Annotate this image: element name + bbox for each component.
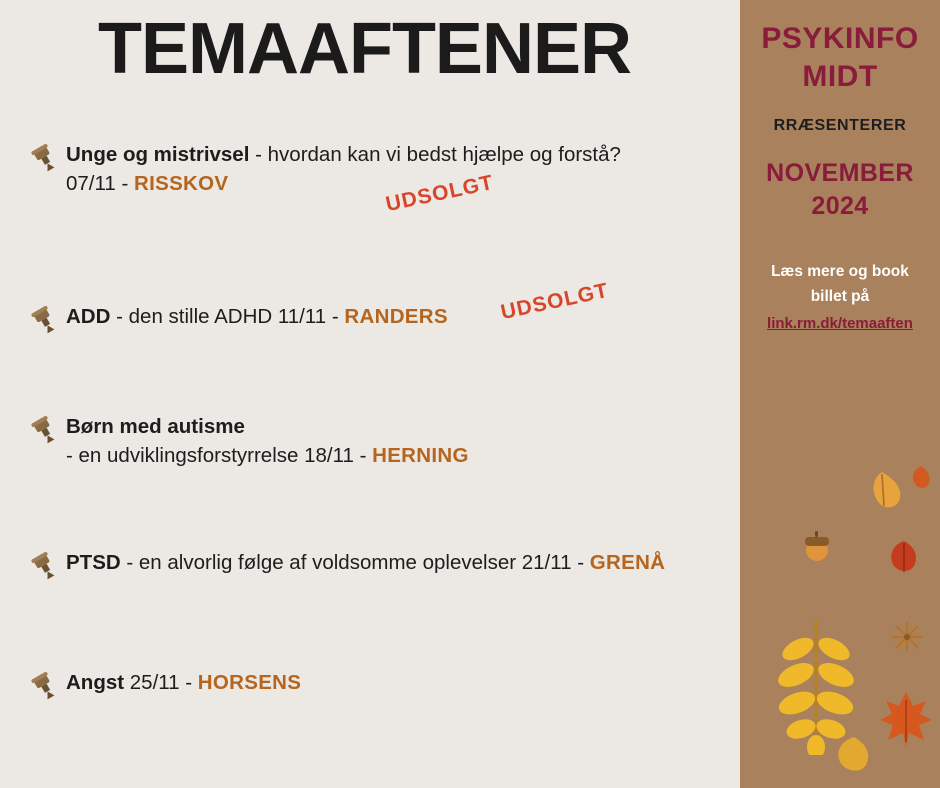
pushpin-icon bbox=[28, 306, 62, 336]
list-item bbox=[0, 668, 740, 708]
pushpin-icon bbox=[28, 552, 62, 582]
event-text bbox=[62, 140, 666, 198]
event-text bbox=[62, 668, 301, 697]
booking-link[interactable]: link.rm.dk/temaaften bbox=[767, 314, 913, 332]
sidebar bbox=[740, 0, 940, 788]
status-badge: UDSOLGT bbox=[498, 278, 611, 325]
event-description: - den stille ADHD 11/11 - bbox=[110, 305, 345, 329]
event-description: 25/11 - bbox=[124, 671, 198, 695]
presents-label: RRÆSENTERER bbox=[773, 117, 907, 134]
event-city: RANDERS bbox=[344, 305, 448, 329]
event-description: - hvordan kan vi bedst hjælpe og forstå? 07/11 - bbox=[66, 143, 621, 196]
status-badge: UDSOLGT bbox=[383, 170, 496, 217]
pushpin-icon bbox=[28, 144, 62, 174]
event-description: - en alvorlig følge af voldsomme oplevelser 21/11 - bbox=[120, 551, 590, 575]
starburst-leaf-icon bbox=[890, 620, 924, 659]
event-text bbox=[62, 302, 448, 331]
event-title: PTSD bbox=[66, 551, 121, 575]
event-city: RISSKOV bbox=[134, 172, 229, 196]
booking-info bbox=[740, 260, 940, 336]
leaf-icon bbox=[888, 540, 920, 579]
event-description: - en udviklingsforstyrrelse 18/11 - bbox=[66, 444, 373, 468]
brand-line-2: MIDT bbox=[802, 59, 878, 93]
brand-line-1: PSYKINFO bbox=[761, 22, 919, 55]
month-year bbox=[740, 157, 940, 222]
event-list bbox=[0, 140, 740, 708]
event-city: GRENÅ bbox=[589, 551, 666, 575]
year-label: 2024 bbox=[811, 191, 869, 220]
event-text bbox=[62, 412, 469, 470]
pushpin-icon bbox=[28, 672, 62, 702]
brand-name bbox=[740, 20, 940, 95]
leaf-icon bbox=[834, 735, 874, 780]
list-item bbox=[0, 548, 740, 588]
booking-line-2: billet på bbox=[810, 287, 870, 305]
booking-line-1: Læs mere og book bbox=[771, 263, 909, 280]
month-label: NOVEMBER bbox=[766, 159, 914, 187]
event-title: Angst bbox=[66, 671, 125, 695]
pushpin-icon bbox=[28, 416, 62, 446]
leaf-icon bbox=[908, 465, 934, 496]
list-item bbox=[0, 412, 740, 470]
compound-leaf-icon bbox=[770, 615, 862, 760]
event-city: HERNING bbox=[372, 444, 469, 468]
list-item bbox=[0, 302, 740, 342]
leaf-icon bbox=[858, 470, 906, 517]
event-text bbox=[62, 548, 665, 577]
list-item bbox=[0, 140, 740, 198]
event-city: HORSENS bbox=[197, 671, 302, 695]
maple-leaf-icon bbox=[878, 690, 934, 753]
event-title: Børn med autisme bbox=[66, 415, 245, 439]
acorn-icon bbox=[802, 530, 832, 567]
event-title: ADD bbox=[66, 305, 111, 329]
event-title: Unge og mistrivsel bbox=[66, 143, 250, 166]
page-title: TEMAAFTENER bbox=[98, 9, 631, 89]
